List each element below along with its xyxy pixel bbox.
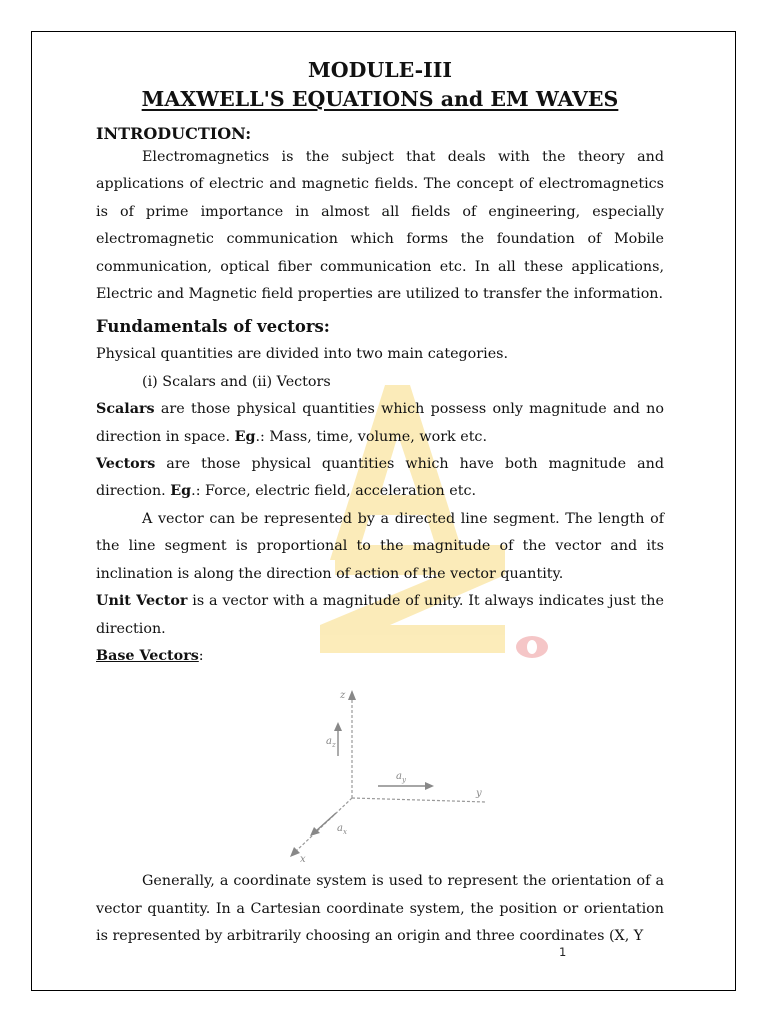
scalars-text: are those physical quantities which possess only magnitude and no direction in space. xyxy=(96,401,664,445)
y-axis-line xyxy=(352,798,486,802)
scalars-term: Scalars xyxy=(96,401,155,418)
x-axis-arrow xyxy=(290,847,300,857)
introduction-paragraph: Electromagnetics is the subject that deals with the theory and applications of electric and magnetic fields. The concept of electromagnetics is of prime importance in almost all fields of engineering, especially electromagnetic communication which forms the foundation of Mobile communication, optical fiber communication etc. In all these applications, Electric and Magnetic field properties are utilized to transfer the information. xyxy=(96,149,664,303)
y-unit-vector-symbol: a xyxy=(396,771,402,783)
module-title: MODULE-III xyxy=(308,58,452,82)
y-axis-label: y xyxy=(476,788,482,800)
y-unit-vector-label xyxy=(396,771,407,784)
categories-list: (i) Scalars and (ii) Vectors xyxy=(142,373,331,390)
z-axis-arrow xyxy=(348,690,356,700)
z-unit-vector-arrow xyxy=(334,722,342,731)
unit-vector-text: is a vector with a magnitude of unity. It always indicates just the direction. xyxy=(96,593,664,637)
x-unit-vector-label xyxy=(337,823,347,836)
coordinate-system-paragraph: Generally, a coordinate system is used to represent the orientation of a vector quantity. In a Cartesian coordinate system, the position or orientation is represented by arbitrarily choosing an origin and three coordinates (X, Y xyxy=(96,873,664,945)
fundamentals-heading: Fundamentals of vectors: xyxy=(96,317,330,337)
x-unit-vector-subscript: x xyxy=(342,828,347,837)
y-unit-vector-arrow xyxy=(425,782,434,790)
base-vectors-figure xyxy=(96,678,664,868)
y-unit-vector-subscript: y xyxy=(401,776,406,785)
base-vectors-heading: Base Vectors xyxy=(96,647,199,664)
base-vectors-colon: : xyxy=(198,647,204,664)
document-title: MAXWELL'S EQUATIONS and EM WAVES xyxy=(141,87,619,111)
vector-representation-paragraph: A vector can be represented by a directed line segment. The length of the line segment is proportional to the magnitude of the vector and its inclination is along the direction of action of the vector quantity. xyxy=(96,510,664,582)
scalars-eg-label: Eg xyxy=(234,428,256,445)
z-axis-label: z xyxy=(340,690,346,702)
document-body xyxy=(96,56,664,951)
vectors-text: are those physical quantities which have both magnitude and direction. xyxy=(96,456,664,500)
categories-intro: Physical quantities are divided into two main categories. xyxy=(96,346,509,363)
z-unit-vector-subscript: z xyxy=(331,741,336,750)
page-number: 1 xyxy=(559,945,567,959)
x-axis-label: x xyxy=(300,854,306,866)
unit-vector-term: Unit Vector xyxy=(96,593,188,610)
z-unit-vector-label xyxy=(326,736,336,749)
x-unit-vector-line xyxy=(316,813,336,831)
vectors-definition xyxy=(96,451,664,506)
z-unit-vector-symbol: a xyxy=(326,736,332,748)
vectors-eg-label: Eg xyxy=(170,483,192,500)
unit-vector-definition xyxy=(96,588,664,643)
base-vectors-line xyxy=(96,643,664,670)
introduction-heading: INTRODUCTION: xyxy=(96,124,252,143)
x-unit-vector-symbol: a xyxy=(337,823,343,835)
vectors-eg-text: .: Force, electric field, acceleration etc. xyxy=(191,483,477,500)
vectors-term: Vectors xyxy=(96,456,156,473)
scalars-eg-text: .: Mass, time, volume, work etc. xyxy=(255,428,487,445)
scalars-definition xyxy=(96,396,664,451)
